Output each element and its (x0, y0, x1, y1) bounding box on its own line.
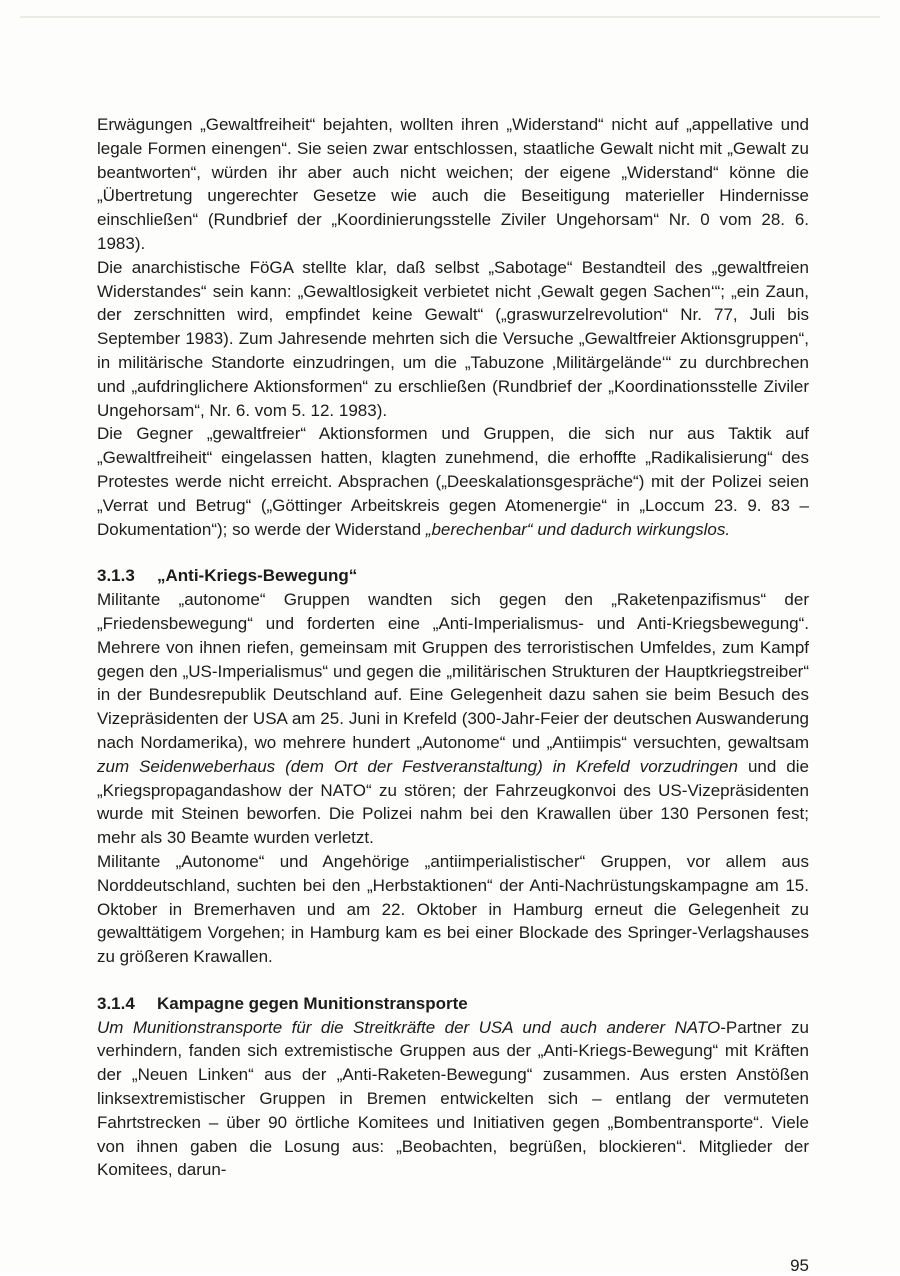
scan-edge (20, 16, 880, 18)
paragraph-text: Militante „autonome“ Gruppen wandten sich gegen den „Raketenpazifismus“ der „Friedensbewegung“ und forderten eine „Anti-Imperialismus- und Anti-Kriegsbewegung“. Mehrere von ihnen riefen, gemeinsam mit Gruppen des terroristischen Umfeldes, zum Kampf gegen den „US-Imperialismus“ und gegen die „militärischen Strukturen der Hauptkriegstreiber“ in der Bundesrepublik Deutschland auf. Eine Gelegenheit dazu sahen sie beim Besuch des Vizepräsidenten der USA am 25. Juni in Krefeld (300-Jahr-Feier der deutschen Auswanderung nach Nordamerika), wo mehrere hundert „Autonome“ und „Antiimpis“ versuchten, gewaltsam (97, 590, 809, 752)
paragraph-gegner-italic: „berechenbar“ und dadurch wirkungslos. (425, 519, 731, 539)
document-page (97, 113, 809, 1182)
paragraph-italic: zum Seidenweberhaus (dem Ort der Festveranstaltung) in Krefeld vorzudringen (97, 756, 739, 776)
paragraph-gegner (97, 422, 809, 541)
section-heading-3-1-4 (97, 992, 809, 1016)
section-number: 3.1.4 (97, 993, 135, 1013)
paragraph-text: und die „Kriegspropagandashow der NATO“ zu stören; der Fahrzeugkonvoi des US-Vizepräsidenten wurde mit Steinen beworfen. Die Polizei nahm bei den Krawallen über 130 Personen fest; mehr als 30 Beamte wurden verletzt. (97, 756, 809, 848)
paragraph-gegner-text: Die Gegner „gewaltfreier“ Aktionsformen und Gruppen, die sich nur aus Taktik auf „Gewaltfreiheit“ eingelassen hatten, klagten zunehmend, die erhoffte „Radikalisierung“ des Protestes werde nicht erreicht. Absprachen („Deeskalationsgespräche“) mit der Polizei seien „Verrat und Betrug“ („Göttinger Arbeitskreis gegen Atomenergie“ in „Loccum 23. 9. 83 – Dokumentation“); so werde der Widerstand (97, 424, 809, 539)
section-title: Kampagne gegen Munitionstransporte (157, 993, 468, 1013)
section-title: „Anti-Kriegs-Bewegung“ (157, 566, 358, 586)
page-number: 95 (790, 1256, 809, 1275)
paragraph-foega: Die anarchistische FöGA stellte klar, daß selbst „Sabotage“ Bestandteil des „gewaltfreien Widerstandes“ sein kann: „Gewaltlosigkeit verbietet nicht ‚Gewalt gegen Sachen‘“; „ein Zaun, der zerschnitten wird, empfindet keine Gewalt“ („graswurzelrevolution“ Nr. 77, Juli bis September 1983). Zum Jahresende mehrten sich die Versuche „Gewaltfreier Aktionsgruppen“, in militärische Standorte einzudringen, um die „Tabuzone ‚Militärgelände‘“ zu durchbrechen und „aufdringlichere Aktionsformen“ zu erschließen (Rundbrief der „Koordinationsstelle Ziviler Ungehorsam“, Nr. 6. vom 5. 12. 1983). (97, 257, 809, 420)
section-number: 3.1.3 (97, 566, 135, 586)
section-heading-3-1-3 (97, 564, 809, 588)
paragraph-italic: Um Munitionstransporte für die Streitkräfte der USA und auch anderer NATO (97, 1017, 721, 1037)
paragraph-munitionstransporte (97, 1016, 809, 1183)
paragraph-text: -Partner zu verhindern, fanden sich extremistische Gruppen aus der „Anti-Kriegs-Bewegung“ mit Kräften der „Neuen Linken“ aus der „Anti-Raketen-Bewegung“ zusammen. Aus ersten Anstößen linksextremistischer Gruppen in Bremen entwickelten sich – entlang der vermuteten Fahrtstrecken – über 90 örtliche Komitees und Initiativen gegen „Bombentransporte“. Viele von ihnen gaben die Losung aus: „Beobachten, begrüßen, blockieren“. Mitglieder der Komitees, darun- (97, 1017, 810, 1180)
paragraph-militante-autonome (97, 588, 809, 850)
paragraph-gewaltfreiheit: Erwägungen „Gewaltfreiheit“ bejahten, wollten ihren „Widerstand“ nicht auf „appellative und legale Formen einengen“. Sie seien zwar entschlossen, staatliche Gewalt nicht mit „Gewalt zu beantworten“, würden ihr aber auch nicht weichen; der eigene „Widerstand“ könne die „Übertretung ungerechter Gesetze wie auch die Beseitigung materieller Hindernisse einschließen“ (Rundbrief der „Koordinierungsstelle Ziviler Ungehorsam“ Nr. 0 vom 28. 6. 1983). (97, 115, 809, 253)
paragraph-herbstaktionen: Militante „Autonome“ und Angehörige „antiimperialistischer“ Gruppen, vor allem aus Norddeutschland, suchten bei den „Herbstaktionen“ der Anti-Nachrüstungskampagne am 15. Oktober in Bremerhaven und am 22. Oktober in Hamburg erneut die Gelegenheit zu gewalttätigem Vorgehen; in Hamburg kam es bei einer Blockade des Springer-Verlagshauses zu größeren Krawallen. (97, 851, 809, 967)
